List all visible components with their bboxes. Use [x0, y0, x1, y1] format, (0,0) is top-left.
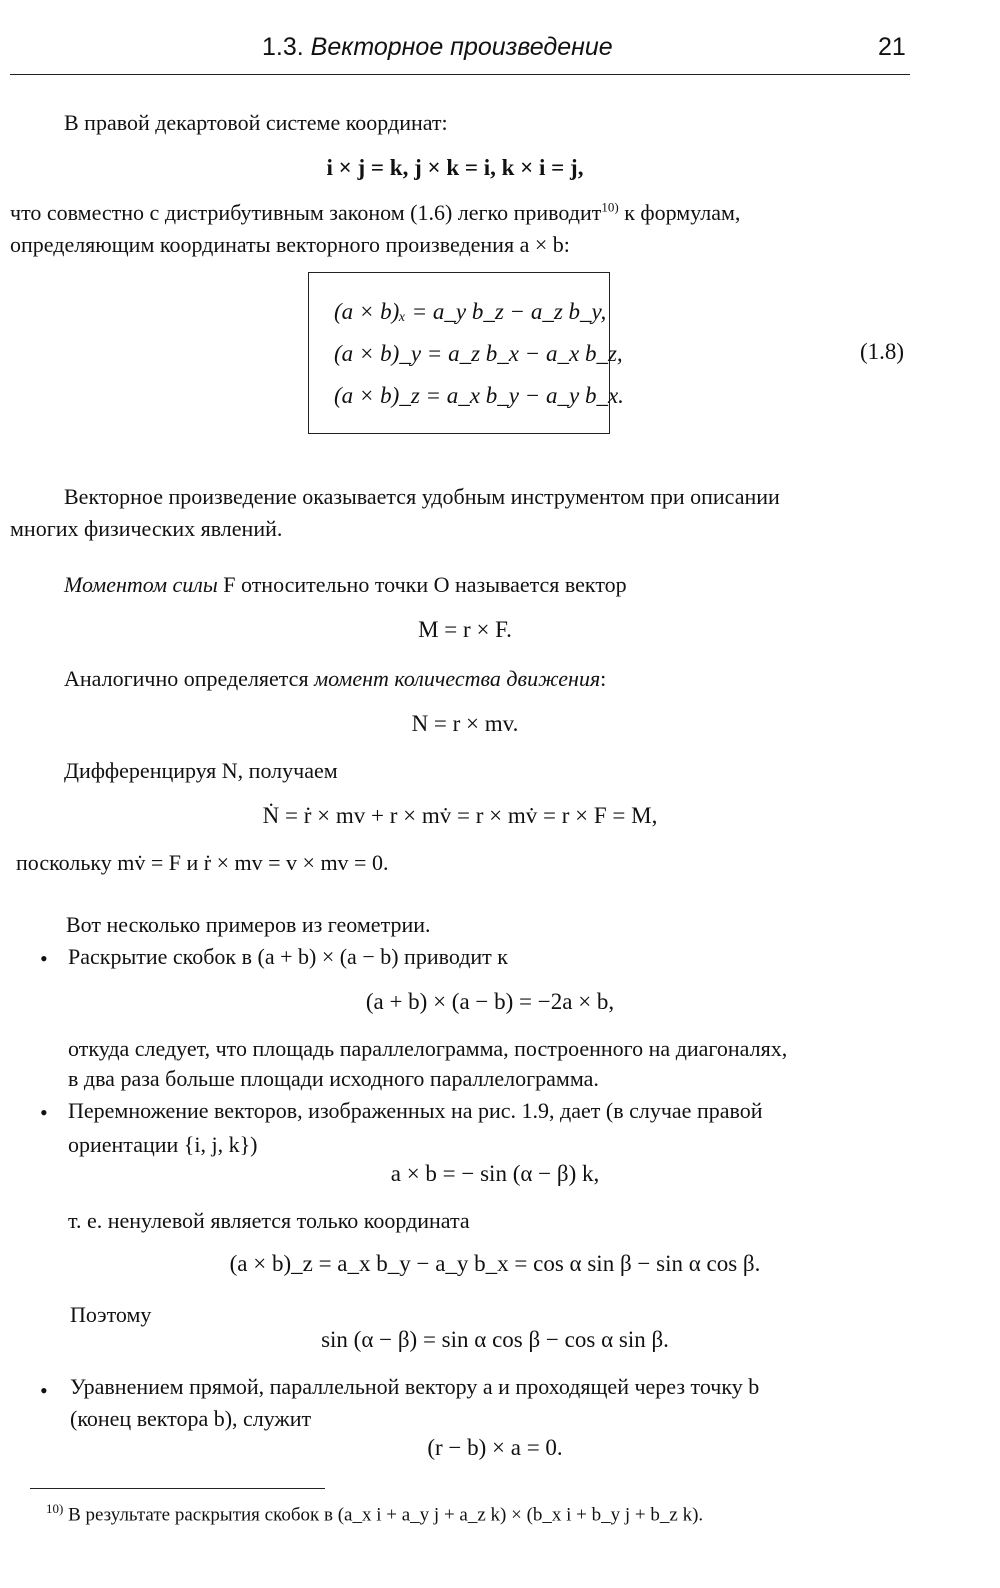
bullet-2-line4: Поэтому	[70, 1302, 152, 1327]
bullet-1-line2: откуда следует, что площадь параллелограмма, построенного на диагоналях,	[68, 1036, 788, 1061]
formula-derivative: Ṅ = ṙ × mv + r × mv̇ = r × mv̇ = r × F = M,	[262, 803, 658, 828]
bullet-2-line1: Перемножение векторов, изображенных на рис. 1.9, дает (в случае правой	[68, 1098, 763, 1123]
paragraph-angular-momentum: Аналогично определяется момент количества движения:	[64, 666, 607, 691]
box-formula-y: (a × b)_y = a_z b_x − a_x b_z,	[334, 341, 623, 366]
paragraph-examples: Вот несколько примеров из геометрии.	[66, 912, 431, 937]
paragraph-distributive-line2: определяющим координаты векторного произведения a × b:	[10, 232, 570, 257]
bullet-3-line1: Уравнением прямой, параллельной вектору a и проходящей через точку b	[70, 1374, 760, 1399]
running-head	[262, 30, 613, 65]
bullet-2-line2: ориентации {i, j, k})	[68, 1132, 258, 1157]
bullet-3-line2: (конец вектора b), служит	[70, 1406, 312, 1431]
footnote-mark: 10)	[46, 1501, 64, 1516]
bullet-2-line3: т. е. ненулевой является только координата	[68, 1208, 470, 1233]
equation-label: (1.8)	[860, 339, 905, 364]
formula-sine-difference: sin (α − β) = sin α cos β − cos α sin β.	[321, 1327, 669, 1352]
formula-sine-product: a × b = − sin (α − β) k,	[390, 1161, 600, 1186]
paragraph-usefulness-1: Векторное произведение оказывается удобным инструментом при описании	[64, 484, 780, 509]
footnote	[46, 1500, 703, 1529]
formula-angular-momentum: N = r × mv.	[411, 711, 519, 736]
formula-bracket-expansion: (a + b) × (a − b) = −2a × b,	[365, 989, 615, 1014]
page-number: 21	[878, 33, 906, 61]
paragraph-differentiate: Дифференцируя N, получаем	[64, 758, 338, 783]
bullet-3-marker: •	[40, 1378, 48, 1403]
footnote-text: В результате раскрытия скобок в (a_x i + a_y j + a_z k) × (b_x i + b_y j + b_z k).	[68, 1504, 704, 1526]
box-formula-z: (a × b)_z = a_x b_y − a_y b_x.	[334, 383, 624, 408]
bullet-2-marker: •	[40, 1100, 48, 1125]
section-title: Векторное произведение	[310, 33, 613, 61]
footnote-ref: 10)	[601, 199, 619, 215]
formula-z-coordinate: (a × b)_z = a_x b_y − a_y b_x = cos α sin β − sin α cos β.	[229, 1251, 761, 1276]
paragraph-moment-def: Моментом силы F относительно точки O называется вектор	[64, 572, 627, 597]
formula-line-equation: (r − b) × a = 0.	[427, 1435, 563, 1460]
footnote-rule	[30, 1488, 325, 1489]
bullet-1-line3: в два раза больше площади исходного параллелограмма.	[68, 1066, 599, 1091]
paragraph-distributive: что совместно с дистрибутивным законом (1.6) легко приводит$^{10)}$ к формулам,	[10, 199, 741, 225]
paragraph-since: поскольку mv̇ = F и ṙ × mv = v × mv = 0.	[16, 850, 389, 875]
header-rule	[10, 74, 910, 75]
box-formula-x: (a × b)ₓ = a_y b_z − a_z b_y,	[334, 299, 607, 324]
paragraph-intro: В правой декартовой системе координат:	[64, 110, 448, 135]
section-number: 1.3.	[262, 33, 304, 61]
paragraph-usefulness-2: многих физических явлений.	[10, 516, 283, 541]
bullet-1-marker: •	[40, 946, 48, 971]
formula-unit-vectors: i × j = k, j × k = i, k × i = j,	[326, 155, 584, 180]
formula-moment: M = r × F.	[418, 617, 512, 642]
bullet-1-text: Раскрытие скобок в (a + b) × (a − b) приводит к	[68, 944, 508, 969]
